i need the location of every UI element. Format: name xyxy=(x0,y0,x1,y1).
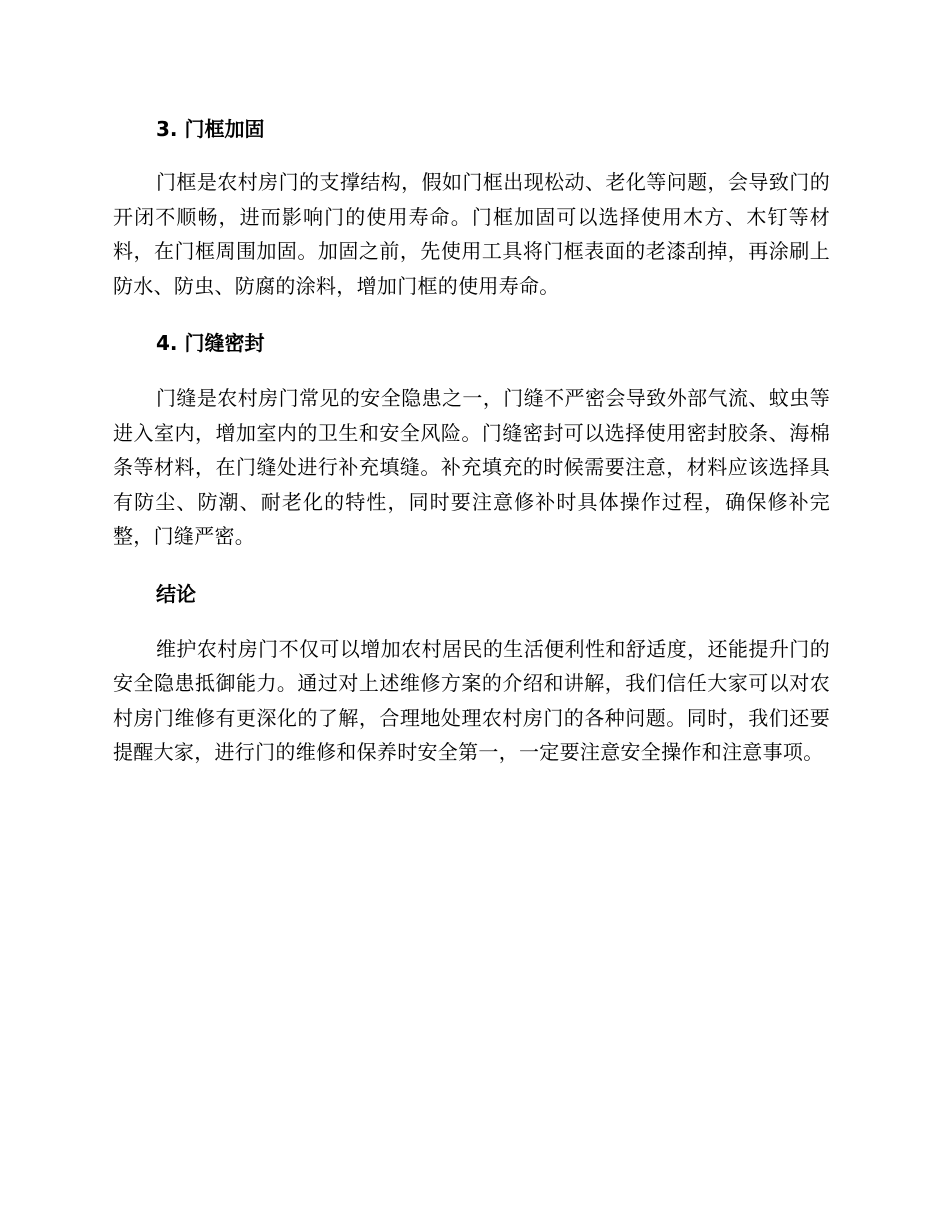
section-paragraph-door-seal: 门缝是农村房门常见的安全隐患之一，门缝不严密会导致外部气流、蚊虫等进入室内，增加室内的卫生和安全风险。门缝密封可以选择使用密封胶条、海棉条等材料，在门缝处进行补充填缝。补充填充的时候需要注意，材料应该选择具有防尘、防潮、耐老化的特性，同时要注意修补时具体操作过程，确保修补完整，门缝严密。 xyxy=(113,386,830,548)
section-heading-door-frame: 3. 门框加固 xyxy=(156,117,265,141)
section-heading-conclusion: 结论 xyxy=(156,581,196,606)
section-paragraph-door-frame: 门框是农村房门的支撑结构，假如门框出现松动、老化等问题，会导致门的开闭不顺畅，进而影响门的使用寿命。门框加固可以选择使用木方、木钉等材料，在门框周围加固。加固之前，先使用工具将门框表面的老漆刮掉，再涂刷上防水、防虫、防腐的涂料，增加门框的使用寿命。 xyxy=(113,170,830,298)
section-heading-door-seal: 4. 门缝密封 xyxy=(156,331,265,355)
section-paragraph-conclusion: 维护农村房门不仅可以增加农村居民的生活便利性和舒适度，还能提升门的安全隐患抵御能力。通过对上述维修方案的介绍和讲解，我们信任大家可以对农村房门维修有更深化的了解，合理地处理农村房门的各种问题。同时，我们还要提醒大家，进行门的维修和保养时安全第一，一定要注意安全操作和注意事项。 xyxy=(113,636,830,764)
